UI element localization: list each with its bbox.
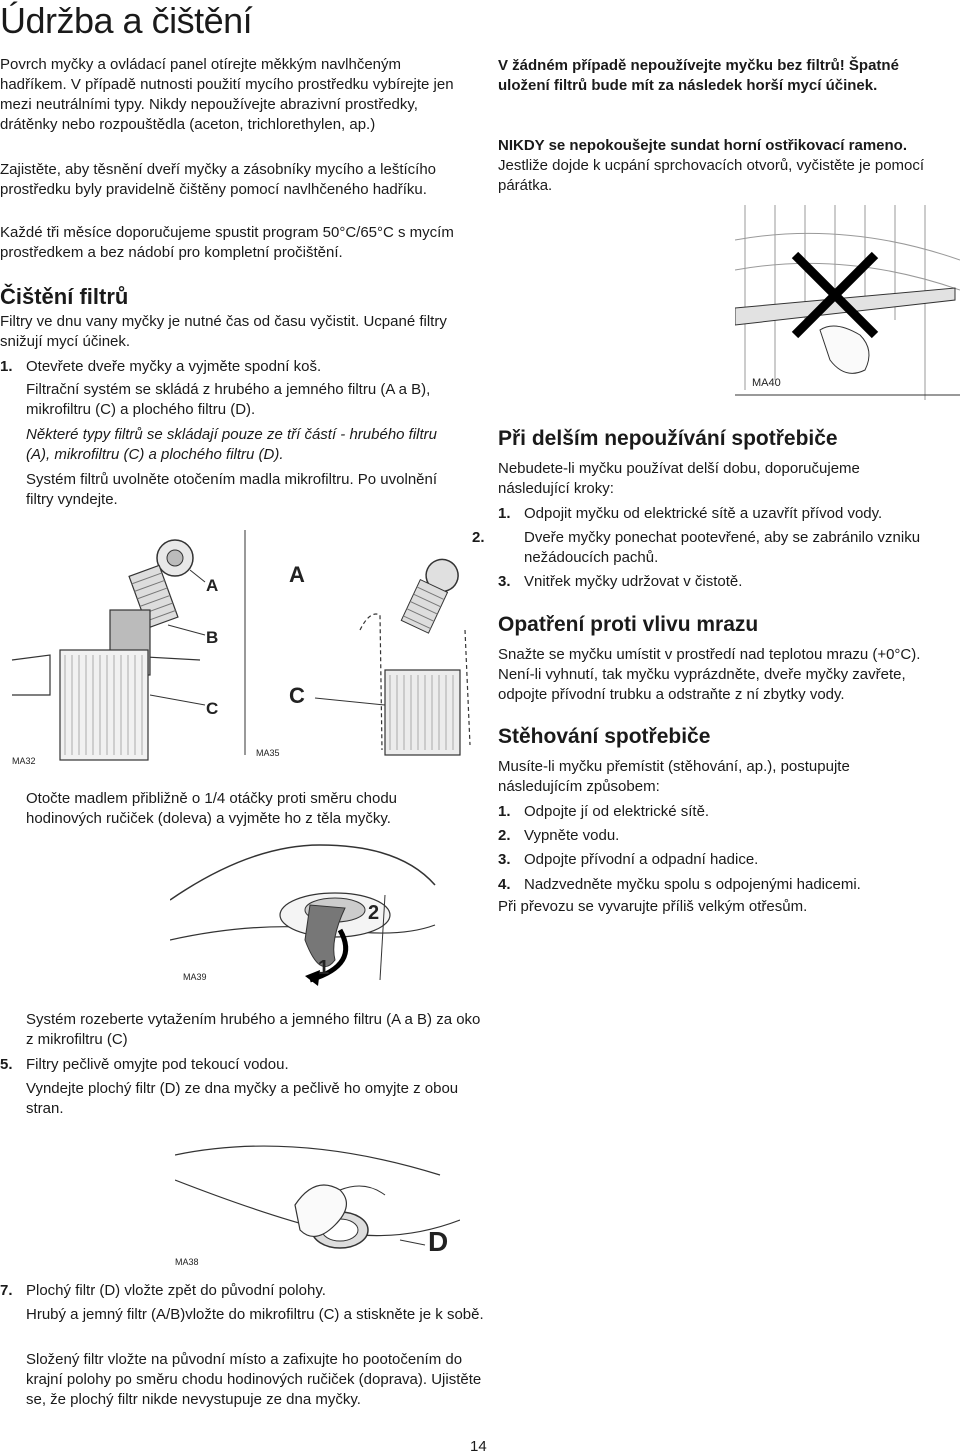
label-c-2: C [289, 683, 305, 708]
page-number: 14 [470, 1438, 487, 1455]
step-text: Vypněte vodu. [524, 827, 620, 844]
step-text: Odpojte jí od elektrické sítě. [524, 803, 710, 820]
figure-code-ma39: MA39 [183, 972, 207, 982]
filters-note: Některé typy filtrů se skládají pouze ze tří částí - hrubého filtru (A), mikrofiltru (C) a plochého filtru (D). [26, 426, 438, 463]
move-step-1 [498, 802, 958, 822]
step-number: 5. [0, 1056, 13, 1073]
label-c-1: C [206, 699, 219, 718]
filter-assembly-illustration [0, 520, 480, 770]
longterm-intro: Nebudete-li myčku používat delší dobu, doporučujeme následující kroky: [498, 460, 860, 497]
move-step-3 [498, 850, 958, 870]
intro-paragraph-3: Každé tři měsíce doporučujeme spustit program 50°C/65°C s mycím prostředkem a bez nádobí pro kompletní pročištění. [0, 224, 454, 261]
flat-filter-removal-illustration [175, 1135, 460, 1270]
step-text: Otevřete dveře myčky a vyjměte spodní koš. [26, 358, 322, 375]
warning-no-filters: V žádném případě nepoužívejte myčku bez filtrů! Špatné uložení filtrů bude mít za následek horší mycí účinek. [498, 57, 899, 94]
label-1: 1 [318, 957, 330, 979]
label-b: B [206, 628, 219, 647]
step-number: 1. [0, 358, 13, 375]
frost-text: Snažte se myčku umístit v prostředí nad teplotou mrazu (+0°C). Není-li vyhnutí, tak myčku vyprázdněte, dveře myčky zavřete, odpojte přívodní trubku a odstraňte z ní zbytky vody. [498, 646, 921, 703]
label-d: D [428, 1226, 449, 1257]
filters-paragraph-1: Filtry ve dnu vany myčky je nutné čas od času vyčistit. Ucpané filtry snižují mycí účinek. [0, 313, 447, 350]
figure-code-ma40: MA40 [752, 377, 781, 389]
figure-code-ma32: MA32 [12, 756, 36, 766]
label-a-1: A [206, 576, 219, 595]
step-number: 2. [498, 827, 511, 844]
step-text: Odpojte přívodní a odpadní hadice. [524, 851, 759, 868]
filters-paragraph-2: Systém filtrů uvolněte otočením madla mikrofiltru. Po uvolnění filtry vyndejte. [26, 471, 438, 508]
step-text: Filtrační systém se skládá z hrubého a jemného filtru (A a B), mikrofiltru (C) a plochého filtru (D). [26, 381, 431, 418]
step-number [0, 789, 26, 809]
move-heading: Stěhování spotřebiče [498, 725, 711, 748]
step-number [0, 380, 26, 400]
longterm-step-1 [498, 504, 958, 524]
step-number: 7. [0, 1282, 13, 1299]
step-number: 3. [498, 851, 511, 868]
step-number [0, 1305, 26, 1325]
step-text: Vnitřek myčky udržovat v čistotě. [524, 573, 743, 590]
frost-heading: Opatření proti vlivu mrazu [498, 613, 759, 636]
move-step-2 [498, 826, 958, 846]
step-text: Filtry pečlivě omyjte pod tekoucí vodou. [26, 1056, 289, 1073]
longterm-step-3 [498, 572, 958, 592]
step-number: 4. [498, 876, 511, 893]
step-number: 1. [498, 803, 511, 820]
filters-heading: Čištění filtrů [0, 284, 129, 309]
turn-handle-illustration [170, 830, 440, 990]
step-text: Vyndejte plochý filtr (D) ze dna myčky a pečlivě ho omyjte z obou stran. [26, 1080, 459, 1117]
step-text: Plochý filtr (D) vložte zpět do původní polohy. [26, 1282, 326, 1299]
step-text: Systém rozeberte vytažením hrubého a jemného filtru (A a B) za oko z mikrofiltru (C) [26, 1011, 481, 1048]
step-text: Otočte madlem přibližně o 1/4 otáčky proti směru chodu hodinových ručiček (doleva) a vyjměte ho z těla myčky. [26, 790, 398, 827]
move-step-4 [498, 875, 958, 895]
longterm-heading: Při delším nepoužívání spotřebiče [498, 427, 838, 450]
page-title: Údržba a čištění [0, 0, 253, 41]
filters-step-5 [0, 1055, 460, 1075]
spray-arm-warning-illustration [735, 200, 960, 400]
filters-step-7 [0, 1281, 460, 1301]
filters-step-8 [0, 1305, 486, 1325]
label-2: 2 [368, 902, 380, 924]
filters-step-6 [0, 1079, 486, 1119]
step-number: 1. [498, 505, 511, 522]
move-note: Při převozu se vyvarujte příliš velkým otřesům. [498, 898, 808, 915]
filters-step-3 [0, 789, 466, 829]
step-number: 2. [472, 529, 485, 546]
figure-code-ma38: MA38 [175, 1257, 199, 1267]
step-number [0, 1079, 26, 1099]
filters-step-2 [0, 380, 466, 420]
step-text: Odpojit myčku od elektrické sítě a uzavřít přívod vody. [524, 505, 883, 522]
move-intro: Musíte-li myčku přemístit (stěhování, ap.), postupujte následujícím způsobem: [498, 758, 850, 795]
step-number [0, 1010, 26, 1030]
filters-step-1 [0, 357, 465, 377]
step-text: Nadzvedněte myčku spolu s odpojenými hadicemi. [524, 876, 861, 893]
step-number: 3. [498, 573, 511, 590]
step-text: Dveře myčky ponechat pootevřené, aby se zabránilo vzniku nežádoucích pachů. [524, 529, 921, 566]
intro-paragraph-2: Zajistěte, aby těsnění dveří myčky a zásobníky mycího a leštícího prostředku byly pravidelně čištěny pomocí navlhčeného hadříku. [0, 161, 437, 198]
figure-code-ma35: MA35 [256, 748, 280, 758]
step-number [0, 1350, 26, 1370]
longterm-step-2 [472, 528, 960, 568]
filters-step-9 [0, 1350, 486, 1410]
step-text: Hrubý a jemný filtr (A/B)vložte do mikrofiltru (C) a stiskněte je k sobě. [26, 1306, 484, 1323]
warning-spray-arm: NIKDY se nepokoušejte sundat horní ostřikovací rameno. [498, 137, 907, 154]
label-a-2: A [289, 562, 305, 587]
intro-paragraph-1: Povrch myčky a ovládací panel otírejte měkkým navlhčeným hadříkem. V případě nutnosti použití mycího prostředku vybírejte jen mezi neutrálními typy. Nikdy nepoužívejte abrazivní prostředky, drátěnky nebo rozpouštědla (aceton, trichlorethylen, ap.) [0, 56, 454, 133]
warning-spray-holes: Jestliže dojde k ucpání sprchovacích otvorů, vyčistěte je pomocí párátka. [498, 157, 925, 194]
step-text: Složený filtr vložte na původní místo a zafixujte ho pootočením do krajní polohy po směru chodu hodinových ručiček (doprava). Ujistěte se, že plochý filtr nikde nevystupuje ze dna myčky. [26, 1351, 482, 1408]
filters-step-4 [0, 1010, 486, 1050]
